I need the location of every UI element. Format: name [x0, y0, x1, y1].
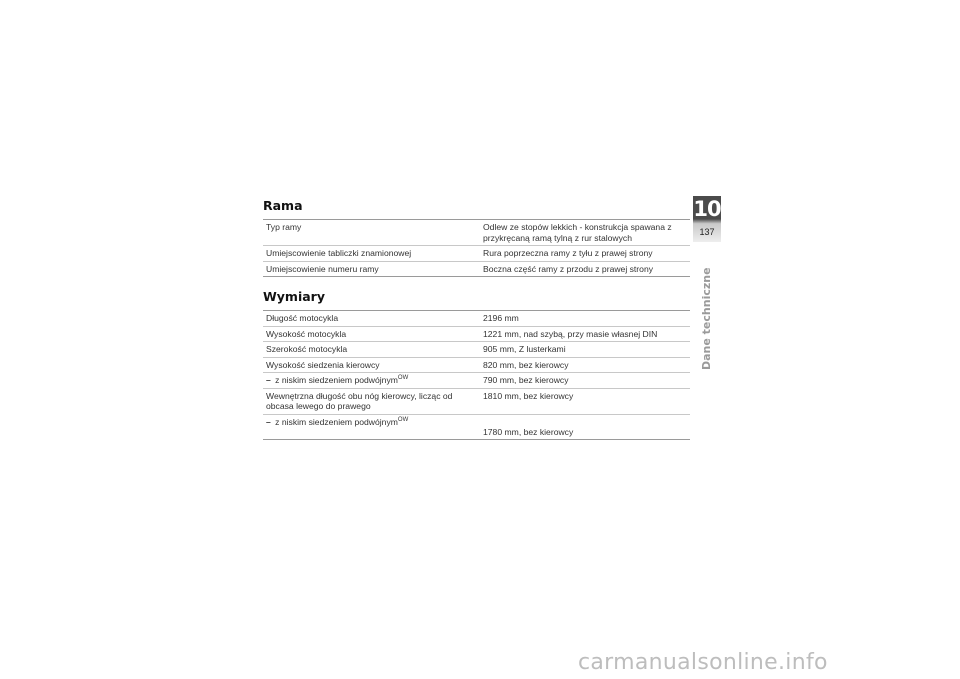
row-label-cell [263, 414, 477, 440]
row-label: Wysokość motocykla [266, 328, 347, 339]
section-title-wymiary: Wymiary [263, 289, 325, 304]
dash-marker: – [266, 416, 271, 427]
table-row [263, 261, 690, 277]
table-row [263, 373, 690, 389]
row-value: 1221 mm, nad szybą, przy masie własnej DIN [483, 328, 658, 339]
chapter-label: Dane techniczne [700, 267, 713, 370]
table-row [263, 311, 690, 327]
row-value: 2196 mm [483, 313, 519, 323]
row-value: Odlew ze stopów lekkich - konstrukcja spawana z przykręcaną ramą tylną z rur stalowych [483, 222, 672, 243]
row-label: Wysokość siedzenia kierowcy [266, 359, 380, 370]
row-value: 1780 mm, bez kierowcy [483, 426, 574, 437]
watermark: carmanualsonline.info [578, 650, 828, 675]
row-label: Umiejscowienie numeru ramy [266, 263, 379, 274]
table-row [263, 220, 690, 246]
dash-marker: – [266, 375, 271, 385]
row-value: 1810 mm, bez kierowcy [483, 390, 574, 401]
table-row [263, 414, 690, 440]
document-content [263, 198, 690, 440]
row-label: z niskim siedzeniem podwójnym [275, 416, 398, 427]
table-rama [263, 219, 690, 277]
row-label: Długość motocykla [266, 313, 339, 323]
row-value: 905 mm, Z lusterkami [483, 344, 566, 354]
row-value: 820 mm, bez kierowcy [483, 359, 569, 370]
row-label-cell [263, 373, 477, 389]
option-superscript: OW [397, 375, 409, 381]
chapter-tab [693, 196, 721, 242]
row-label: Wewnętrzna długość obu nóg kierowcy, licząc od obcasa lewego do prawego [266, 390, 453, 411]
section-title-rama: Rama [263, 198, 303, 213]
option-superscript: OW [397, 416, 409, 423]
row-value: Rura poprzeczna ramy z tyłu z prawej strony [483, 248, 653, 258]
row-label: Szerokość motocykla [266, 344, 348, 354]
row-label: z niskim siedzeniem podwójnym [275, 375, 398, 385]
row-value: Boczna część ramy z przodu z prawej strony [483, 263, 654, 274]
row-label: Umiejscowienie tabliczki znamionowej [266, 248, 412, 258]
row-value: 790 mm, bez kierowcy [483, 375, 569, 385]
page-number: 137 [699, 227, 715, 237]
table-row [263, 388, 690, 414]
table-row [263, 246, 690, 262]
table-row [263, 326, 690, 342]
table-row [263, 342, 690, 358]
row-label: Typ ramy [266, 222, 302, 232]
table-wymiary [263, 310, 690, 440]
table-row [263, 357, 690, 373]
chapter-number: 10 [693, 197, 721, 221]
